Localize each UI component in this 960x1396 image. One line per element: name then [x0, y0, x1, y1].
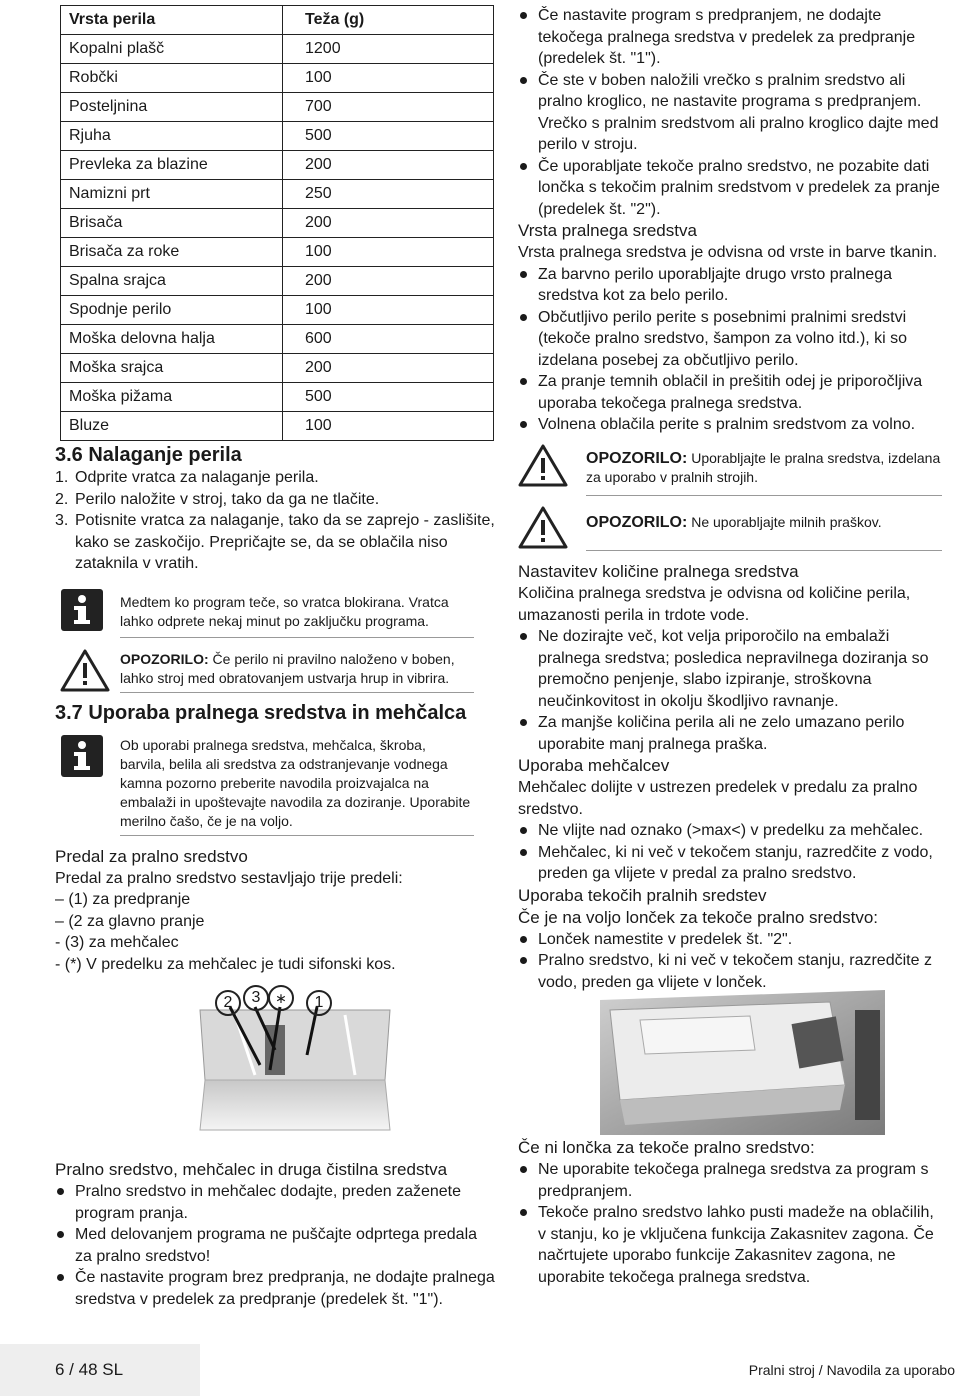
cell-type: Bluze	[61, 412, 283, 441]
cell-type: Robčki	[61, 64, 283, 93]
cell-type: Moška pižama	[61, 383, 283, 412]
right-column	[518, 5, 943, 436]
table-row	[61, 412, 494, 441]
table-row	[61, 238, 494, 267]
cell-weight: 200	[283, 267, 494, 296]
table-row	[61, 122, 494, 151]
cell-type: Brisača za roke	[61, 238, 283, 267]
list-item: Če nastavite program s predpranjem, ne dodajte tekočega pralnega sredstva v predelek za predpranje (predelek št. "1").	[518, 5, 943, 70]
step-2: 2. Perilo naložite v stroj, tako da ga ne tlačite.	[55, 490, 380, 508]
table-row	[61, 354, 494, 383]
warning-note-loading: OPOZORILO: Če perilo ni pravilno naloženo v boben, lahko stroj med obratovanjem ustvarja hrup in vibrira.	[60, 648, 474, 697]
no-cup-section	[518, 1137, 943, 1288]
cell-weight: 100	[283, 64, 494, 93]
liquid-cup-bullets	[518, 929, 943, 994]
detergents-title: Pralno sredstvo, mehčalec in druga čistilna sredstva	[55, 1160, 448, 1179]
liquid-cup-subtitle: Če je na voljo lonček za tekoče pralno sredstvo:	[518, 907, 879, 927]
list-item: Če nastavite program brez predpranja, ne dodajte pralnega sredstva v predelek za predpranje (predelek št. "1").	[55, 1267, 495, 1310]
marker-siphon: ∗	[268, 985, 294, 1011]
section-3-6-title: 3.6 Nalaganje perila	[55, 444, 242, 466]
marker-1: 1	[306, 990, 332, 1016]
no-cup-title: Če ni lončka za tekoče pralno sredstvo:	[518, 1138, 815, 1157]
dosage-bullets	[518, 626, 943, 755]
cell-weight: 100	[283, 412, 494, 441]
info-icon	[60, 588, 120, 637]
footer-title: Pralni stroj / Navodila za uporabo	[748, 1362, 955, 1378]
list-item: Če ste v boben naložili vrečko s pralnim sredstvo ali pralno kroglico, ne nastavite programa s predpranjem. Vrečko s pralnim sredstvom ali pralno kroglico dajte med perilo v stroju.	[518, 70, 943, 156]
table-row	[61, 325, 494, 354]
warning-icon	[518, 505, 586, 554]
cell-type: Rjuha	[61, 122, 283, 151]
warning-soap-powder: OPOZORILO: Ne uporabljajte milnih praškov.	[518, 505, 942, 554]
cell-type: Moška delovna halja	[61, 325, 283, 354]
section-3-7-title: 3.7 Uporaba pralnega sredstva in mehčalca	[55, 702, 467, 724]
cell-weight: 200	[283, 209, 494, 238]
cell-weight: 600	[283, 325, 494, 354]
list-item: Za barvno perilo uporabljajte drugo vrsto pralnega sredstva kot za belo perilo.	[518, 264, 943, 307]
table-row	[61, 93, 494, 122]
table-row	[61, 209, 494, 238]
cell-weight: 500	[283, 122, 494, 151]
list-item: Pralno sredstvo in mehčalec dodajte, preden zaženete program pranja.	[55, 1181, 495, 1224]
list-item: Občutljivo perilo perite s posebnimi pralnimi sredstvi (tekoče pralno sredstvo, šampon za volno itd.), ki so izdelana posebej za občutljivo perilo.	[518, 307, 943, 372]
warning-machine-detergent: OPOZORILO: Uporabljajte le pralna sredstva, izdelana za uporabo v pralnih strojih.	[518, 443, 942, 496]
marker-3: 3	[243, 985, 269, 1011]
cell-weight: 100	[283, 296, 494, 325]
cell-weight: 200	[283, 151, 494, 180]
cell-type: Spodnje perilo	[61, 296, 283, 325]
warning-icon	[60, 648, 120, 697]
dosage-intro: Količina pralnega sredstva je odvisna od količine perila, umazanosti perila in trdote vode.	[518, 585, 911, 624]
list-item: Tekoče pralno sredstvo lahko pusti madeže na oblačilih, v stanju, ko je vključena funkcija Zakasnitev zagona. Če načrtujete uporabo funkcije Zakasnitev zagona, ne uporabite tekočega pralnega sredstva.	[518, 1202, 943, 1288]
cell-type: Prevleka za blazine	[61, 151, 283, 180]
cell-weight: 100	[283, 238, 494, 267]
table-row	[61, 296, 494, 325]
drawer-intro: Predal za pralno sredstvo sestavljajo trije predeli:	[55, 870, 403, 887]
compartment-item: - (3) za mehčalec	[55, 934, 179, 951]
list-item: Mehčalec, ki ni več v tekočem stanju, razredčite z vodo, preden ga vlijete v predal za pralno sredstvo.	[518, 842, 943, 885]
list-item: Ne uporabite tekočega pralnega sredstva za program s predpranjem.	[518, 1159, 943, 1202]
list-item: Ne dozirajte več, kot velja priporočilo na embalaži pralnega sredstva; posledica nepravilnega doziranja so premočno penjenje, slabo izpiranje, stroškovna neučinkovitost in okolju škodljivo ravnanje.	[518, 626, 943, 712]
warning-icon	[518, 443, 586, 492]
cell-type: Kopalni plašč	[61, 35, 283, 64]
cell-weight: 500	[283, 383, 494, 412]
laundry-weight-table	[60, 5, 494, 441]
list-item: Med delovanjem programa ne puščajte odprtega predala za pralno sredstvo!	[55, 1224, 495, 1267]
cell-type: Moška srajca	[61, 354, 283, 383]
softener-intro: Mehčalec dolijte v ustrezen predelek v predalu za pralno sredstvo.	[518, 779, 918, 818]
right-column-lower	[518, 561, 943, 993]
info-note-detergent: Ob uporabi pralnega sredstva, mehčalca, škroba, barvila, belila ali sredstva za odstranjevanje vodnega kamna pozorno preberite navodila proizvajalca na embalaži in upoštevajte navodila za doziranje. Uporabite merilno čašo, če je na voljo.	[60, 734, 474, 836]
header-weight: Teža (g)	[283, 6, 494, 35]
table-header-row	[61, 6, 494, 35]
list-item: Lonček namestite v predelek št. "2".	[518, 929, 943, 951]
prewash-bullets	[518, 5, 943, 220]
step-3: 3. Potisnite vratca za nalaganje, tako da se zaprejo - zaslišite, kako se zaskočijo. Prepričajte se, da se oblačila niso zataknila v vratih.	[55, 512, 495, 572]
header-type: Vrsta perila	[61, 6, 283, 35]
drawer-title: Predal za pralno sredstvo	[55, 847, 248, 866]
cell-type: Posteljnina	[61, 93, 283, 122]
cell-type: Brisača	[61, 209, 283, 238]
list-item: Za manjše količina perila ali ne zelo umazano perilo uporabite manj pralnega praška.	[518, 712, 943, 755]
page-number: 6 / 48 SL	[55, 1360, 124, 1379]
detergents-list	[55, 1181, 495, 1310]
detergent-type-bullets	[518, 264, 943, 436]
cell-type: Namizni prt	[61, 180, 283, 209]
compartment-item: - (*) V predelku za mehčalec je tudi sifonski kos.	[55, 955, 396, 973]
table-row	[61, 35, 494, 64]
table-row	[61, 151, 494, 180]
list-item: Za pranje temnih oblačil in prešitih odej je priporočljiva uporaba tekočega pralnega sredstva.	[518, 371, 943, 414]
cell-weight: 1200	[283, 35, 494, 64]
step-1: 1. Odprite vratca za nalaganje perila.	[55, 469, 319, 486]
detergent-type-intro: Vrsta pralnega sredstva je odvisna od vrste in barve tkanin.	[518, 244, 938, 261]
table-row	[61, 383, 494, 412]
list-item: Pralno sredstvo, ki ni več v tekočem stanju, razredčite z vodo, preden ga vlijete v lonček.	[518, 950, 943, 993]
table-row	[61, 267, 494, 296]
liquid-detergent-title: Uporaba tekočih pralnih sredstev	[518, 885, 767, 905]
compartment-item: – (1) za predpranje	[55, 891, 191, 908]
table-row	[61, 64, 494, 93]
list-item: Volnena oblačila perite s pralnim sredstvom za volno.	[518, 414, 943, 436]
loading-steps	[55, 467, 495, 575]
info-icon	[60, 734, 120, 783]
cell-type: Spalna srajca	[61, 267, 283, 296]
softener-bullets	[518, 820, 943, 885]
cell-weight: 200	[283, 354, 494, 383]
info-note-door: Medtem ko program teče, so vratca blokirana. Vratca lahko odprete nekaj minut po zaključku programa.	[60, 588, 474, 638]
no-cup-bullets	[518, 1159, 943, 1288]
drawer-compartments	[55, 889, 495, 975]
list-item: Ne vlijte nad oznako (>max<) v predelku za mehčalec.	[518, 820, 943, 842]
dosage-title: Nastavitev količine pralnega sredstva	[518, 562, 799, 581]
table-row	[61, 180, 494, 209]
liquid-cup-photo	[600, 990, 885, 1135]
marker-2: 2	[215, 990, 241, 1016]
softener-title: Uporaba mehčalcev	[518, 756, 670, 775]
cell-weight: 700	[283, 93, 494, 122]
cell-weight: 250	[283, 180, 494, 209]
detergent-type-title: Vrsta pralnega sredstva	[518, 221, 697, 240]
compartment-item: – (2 za glavno pranje	[55, 912, 205, 930]
list-item: Če uporabljate tekoče pralno sredstvo, ne pozabite dati lončka s tekočim pralnim sredstvom v predelek za pranje (predelek št. "2").	[518, 156, 943, 221]
